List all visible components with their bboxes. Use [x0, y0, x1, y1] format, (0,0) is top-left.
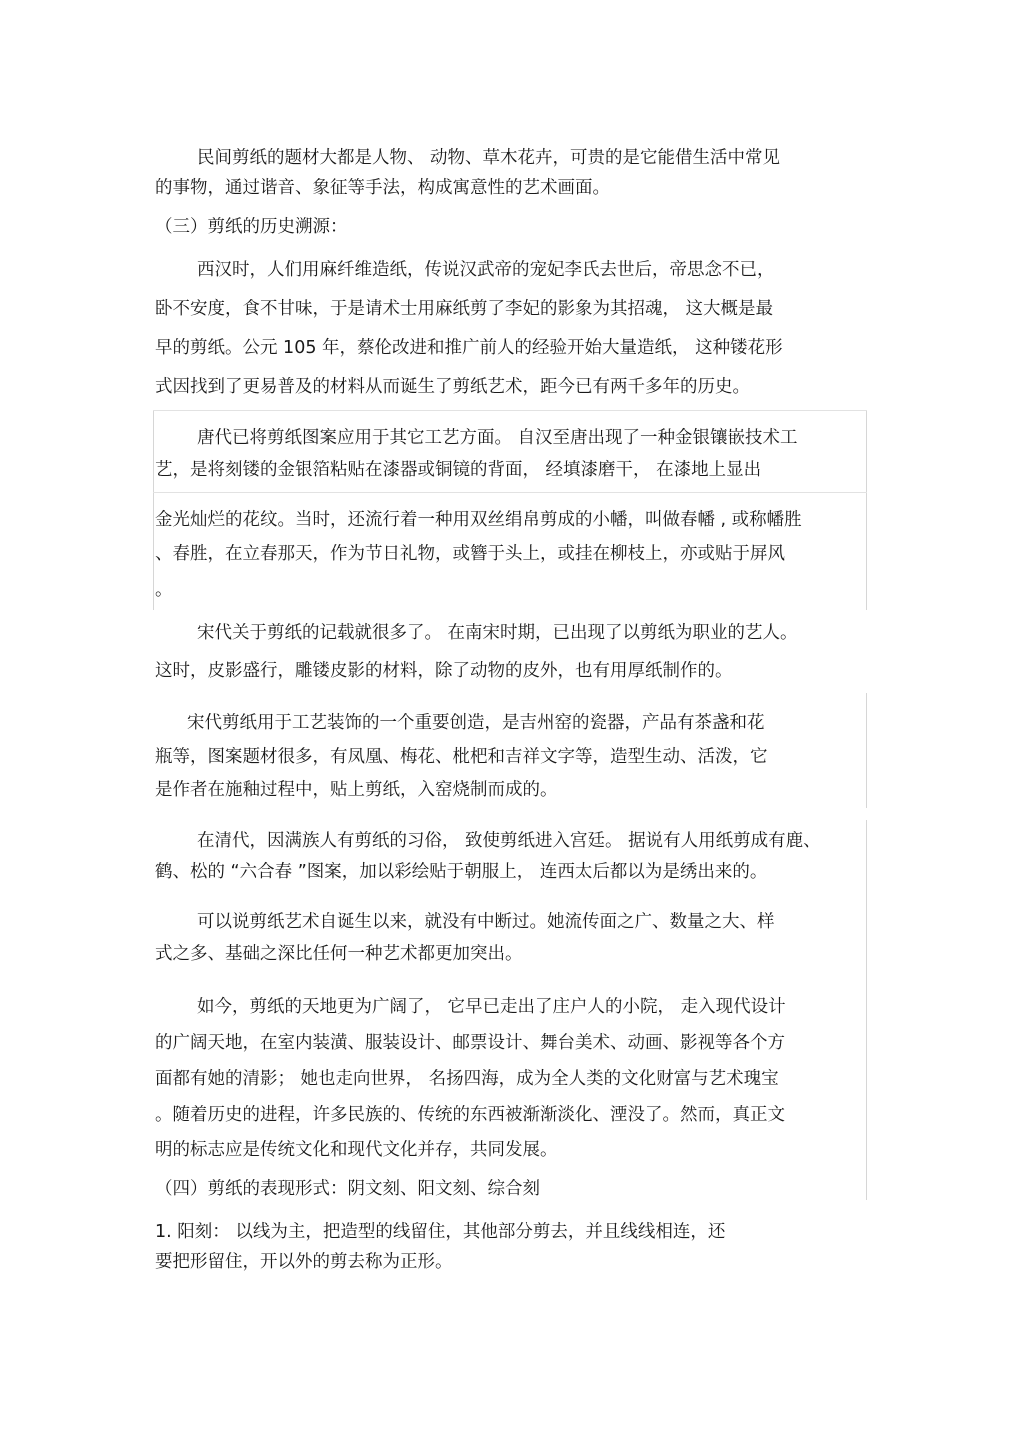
text-line: 艺，是将刻镂的金银箔粘贴在漆器或铜镜的背面， 经填漆磨干， 在漆地上显出: [155, 460, 762, 480]
text-line: 可以说剪纸艺术自诞生以来，就没有中断过。她流传面之广、数量之大、样: [197, 912, 775, 932]
text-line: 这时，皮影盛行，雕镂皮影的材料，除了动物的皮外，也有用厚纸制作的。: [155, 661, 733, 681]
text-line: 在清代，因满族人有剪纸的习俗， 致使剪纸进入宫廷。 据说有人用纸剪成有鹿、: [197, 831, 821, 851]
text-line: 、春胜，在立春那天，作为节日礼物，或簪于头上，或挂在柳枝上，亦或贴于屏风: [155, 544, 785, 564]
text-line: 明的标志应是传统文化和现代文化并存，共同发展。: [155, 1140, 558, 1160]
text-line: 要把形留住，开以外的剪去称为正形。: [155, 1252, 453, 1272]
text-line: 宋代剪纸用于工艺装饰的一个重要创造，是吉州窑的瓷器，产品有茶盏和花: [187, 713, 765, 733]
cell-border-top: [153, 410, 867, 411]
section-heading: （四）剪纸的表现形式：阴文刻、阳文刻、综合刻: [155, 1179, 540, 1199]
text-line: 鹤、松的 “六合春 ”图案，加以彩绘贴于朝服上， 连西太后都以为是绣出来的。: [155, 862, 768, 882]
text-line: 金光灿烂的花纹。当时，还流行着一种用双丝绢帛剪成的小幡，叫做春幡 , 或称幡胜: [155, 510, 802, 530]
text-line: 的事物，通过谐音、象征等手法，构成寓意性的艺术画面。: [155, 178, 610, 198]
text-line: 早的剪纸。公元 105 年，蔡伦改进和推广前人的经验开始大量造纸， 这种镂花形: [155, 338, 783, 358]
text-line: 。随着历史的进程，许多民族的、传统的东西被渐渐淡化、湮没了。然而，真正文: [155, 1105, 785, 1125]
cell-border-right: [866, 410, 867, 610]
text-line: 式之多、基础之深比任何一种艺术都更加突出。: [155, 944, 523, 964]
text-line: 是作者在施釉过程中，贴上剪纸，入窑烧制而成的。: [155, 780, 558, 800]
text-line: 西汉时，人们用麻纤维造纸，传说汉武帝的宠妃李氏去世后，帝思念不已，: [197, 260, 775, 280]
text-line: 宋代关于剪纸的记载就很多了。 在南宋时期，已出现了以剪纸为职业的艺人。: [197, 623, 798, 643]
text-line: 如今，剪纸的天地更为广阔了， 它早已走出了庄户人的小院， 走入现代设计: [197, 997, 786, 1017]
section-heading: （三）剪纸的历史溯源：: [155, 217, 348, 237]
text-line: 的广阔天地，在室内装潢、服装设计、邮票设计、舞台美术、动画、影视等各个方: [155, 1033, 785, 1053]
text-line: 面都有她的清影； 她也走向世界， 名扬四海，成为全人类的文化财富与艺术瑰宝: [155, 1069, 779, 1089]
text-line: 民间剪纸的题材大都是人物、 动物、草木花卉，可贵的是它能借生活中常见: [197, 148, 781, 168]
cell-border-left: [153, 410, 154, 610]
text-line: 唐代已将剪纸图案应用于其它工艺方面。 自汉至唐出现了一种金银镶嵌技术工: [197, 428, 798, 448]
text-line: 式因找到了更易普及的材料从而诞生了剪纸艺术，距今已有两千多年的历史。: [155, 377, 750, 397]
cell-border-mid: [153, 492, 867, 493]
cell2-border-right: [866, 693, 867, 808]
text-line: 卧不安度，食不甘味，于是请术士用麻纸剪了李妃的影象为其招魂， 这大概是最: [155, 299, 774, 319]
text-line: 瓶等，图案题材很多，有凤凰、梅花、枇杷和吉祥文字等，造型生动、活泼，它: [155, 747, 768, 767]
cell3-border-right: [866, 820, 867, 1200]
text-line: 。: [155, 580, 173, 600]
text-line: 1. 阳刻： 以线为主，把造型的线留住，其他部分剪去，并且线线相连，还: [155, 1222, 726, 1242]
